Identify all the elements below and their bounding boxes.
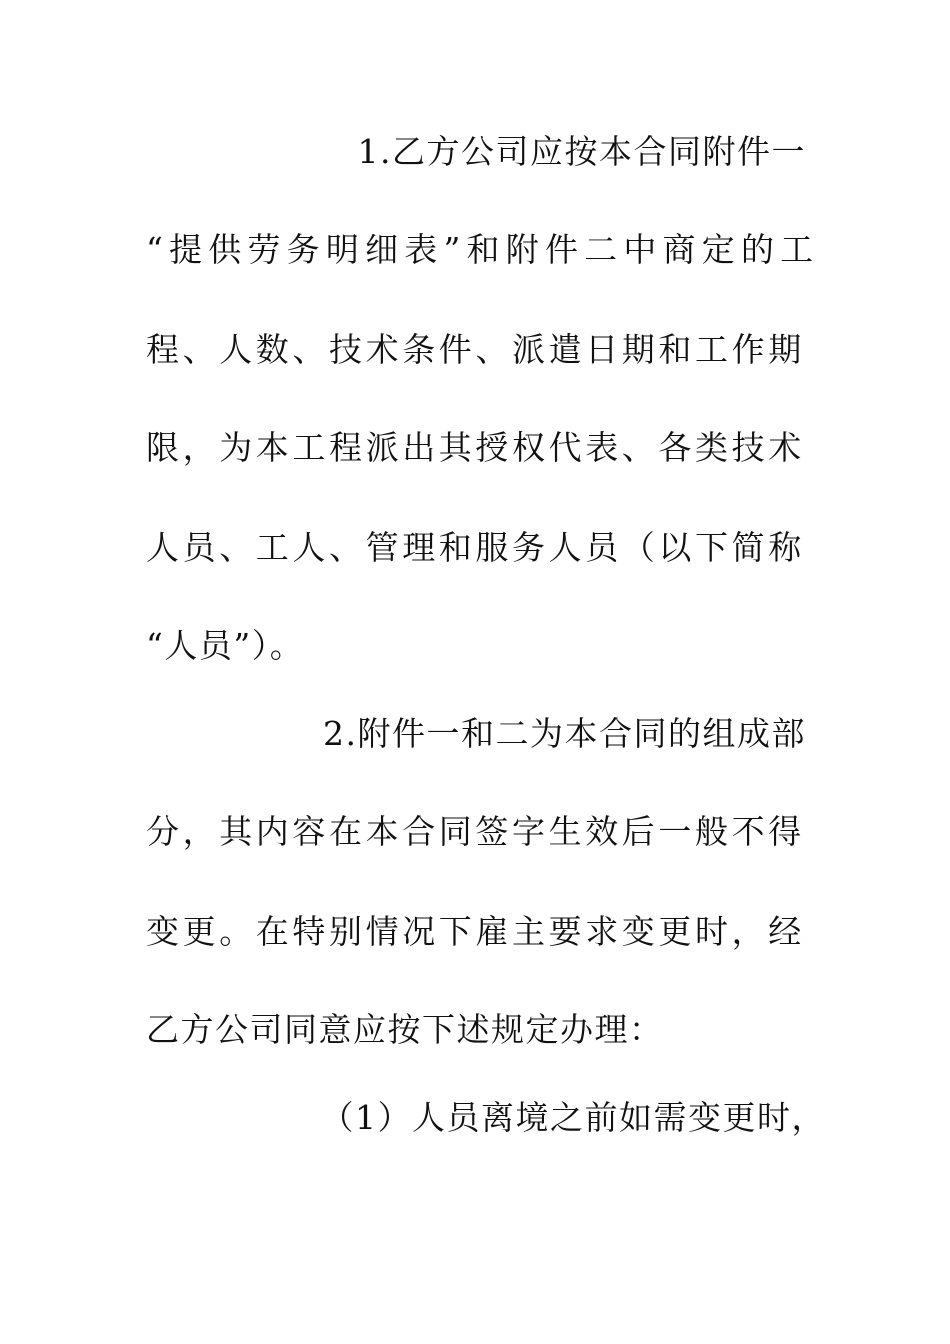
item-1-line-1: （1）人员离境之前如需变更时， (320, 1098, 826, 1137)
paragraph-1-line-2: “提供劳务明细表”和附件二中商定的工 (146, 230, 820, 269)
paragraph-1-line-6: “人员”）。 (146, 626, 305, 665)
paragraph-1-line-3: 程、人数、技术条件、派遣日期和工作期 (146, 330, 805, 369)
paragraph-1-line-4: 限，为本工程派出其授权代表、各类技术 (146, 428, 805, 467)
paragraph-2-line-2: 分，其内容在本合同签字生效后一般不得 (146, 812, 805, 851)
paragraph-2-line-4: 乙方公司同意应按下述规定办理： (146, 1010, 664, 1049)
paragraph-1-line-5: 人员、工人、管理和服务人员（以下简称 (146, 528, 805, 567)
paragraph-2-line-3: 变更。在特别情况下雇主要求变更时，经 (146, 912, 805, 951)
paragraph-2-line-1: 2.附件一和二为本合同的组成部 (323, 714, 806, 753)
paragraph-1-line-1: 1.乙方公司应按本合同附件一 (357, 132, 806, 171)
